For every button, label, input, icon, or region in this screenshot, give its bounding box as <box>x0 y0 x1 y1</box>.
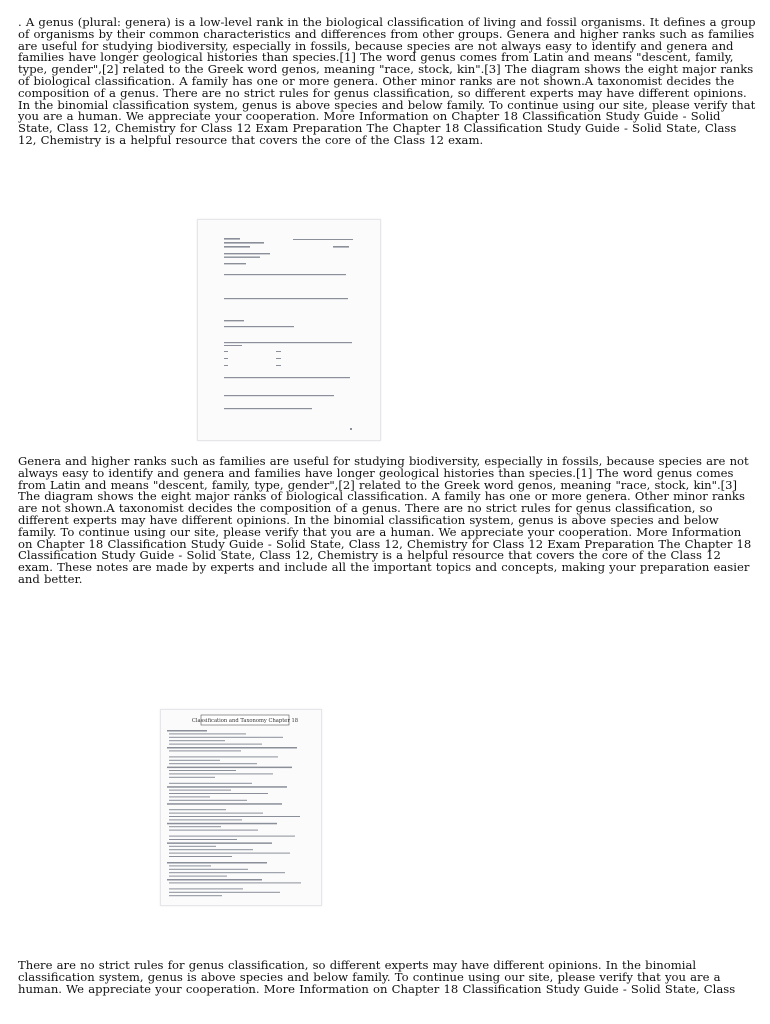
body-paragraph-1: . A genus (plural: genera) is a low-level rank in the biological classification of living and fossil organisms. It defines a group of organisms by their common characteristics and differences from other groups. Genera and higher ranks such as families are useful for studying biodiversity, especially in fossils, because species are not always easy to identify and genera and families have longer geological histories than species.[1] The word genus comes from Latin and means "descent, family, type, gender",[2] related to the Greek word genos, meaning "race, stock, kin".[3] The diagram shows the eight major ranks of biological classification. A family has one or more genera. Other minor ranks are not shown.A taxonomist decides the composition of a genus. There are no strict rules for genus classification, so different experts may have different opinions. In the binomial classification system, genus is above species and below family. To continue using our site, please verify that you are a human. We appreciate your cooperation. More Information on Chapter 18 Classification Study Guide - Solid State, Class 12, Chemistry for Class 12 Exam Preparation The Chapter 18 Classification Study Guide - Solid State, Class 12, Chemistry is a helpful resource that covers the core of the Class 12 exam. <box>18 15 756 147</box>
body-paragraph-3: There are no strict rules for genus classification, so different experts may have different opinions. In the binomial classification system, genus is above species and below family. To continue using our site, please verify that you are a human. We appreciate your cooperation. More Information on Chapter 18 Classification Study Guide - Solid State, Class <box>18 958 736 996</box>
body-paragraph-2: Genera and higher ranks such as families are useful for studying biodiversity, especially in fossils, because species are not always easy to identify and genera and families have longer geological histories than species.[1] The word genus comes from Latin and means "descent, family, type, gender",[2] related to the Greek word genos, meaning "race, stock, kin".[3] The diagram shows the eight major ranks of biological classification. A family has one or more genera. Other minor ranks are not shown.A taxonomist decides the composition of a genus. There are no strict rules for genus classification, so different experts may have different opinions. In the binomial classification system, genus is above species and below family. To continue using our site, please verify that you are a human. We appreciate your cooperation. More Information on Chapter 18 Classification Study Guide - Solid State, Class 12, Chemistry for Class 12 Exam Preparation The Chapter 18 Classification Study Guide - Solid State, Class 12, Chemistry is a helpful resource that covers the core of the Class 12 exam. These notes are made by experts and include all the important topics and concepts, making your preparation easier and better. <box>18 454 752 586</box>
worksheet-page-2-image <box>161 710 321 905</box>
worksheet-heading: Classification and Taxonomy Chapter 18 <box>191 718 299 724</box>
worksheet-thumbnail-1[interactable] <box>197 219 381 441</box>
worksheet-thumbnail-2[interactable] <box>160 709 322 906</box>
worksheet-page-1-image <box>198 220 380 440</box>
